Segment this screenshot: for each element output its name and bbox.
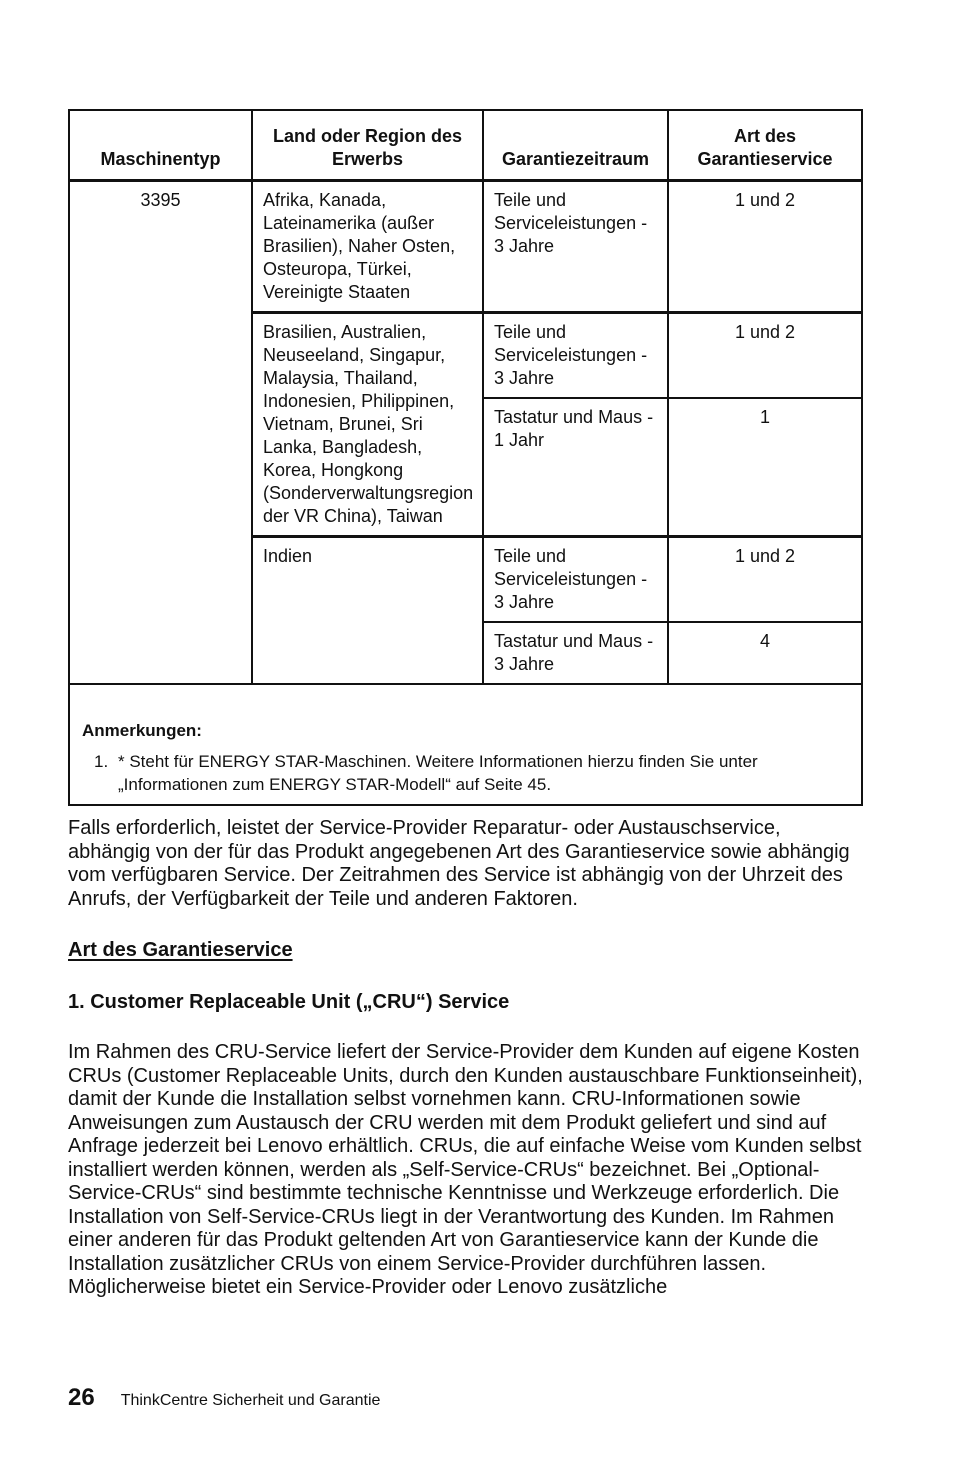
- header-service-type: Art des Garantieservice: [668, 110, 862, 181]
- service-type-cell: 4: [668, 622, 862, 684]
- service-type-cell: 1 und 2: [668, 313, 862, 399]
- service-type-cell: 1 und 2: [668, 537, 862, 623]
- note-item: [82, 750, 849, 796]
- note-number: 1.: [94, 752, 109, 771]
- table-header-row: [69, 110, 862, 181]
- service-paragraph: Falls erforderlich, leistet der Service-Provider Reparatur- oder Austauschservice, abhängig von der für das Produkt angegebenen Art des Garantieservice sowie abhängig vom verfügbaren Service. Der Zeitrahmen des Service ist abhängig von der Uhrzeit des Anrufs, der Verfügbarkeit der Teile und anderen Faktoren.: [68, 817, 850, 910]
- notes-row: [69, 684, 862, 805]
- notes-title: Anmerkungen:: [82, 721, 202, 740]
- service-type-cell: 1: [668, 398, 862, 537]
- footer-title: ThinkCentre Sicherheit und Garantie: [120, 1392, 381, 1409]
- period-cell: Teile und Serviceleistungen - 3 Jahre: [483, 313, 668, 399]
- page-number: 26: [68, 1384, 95, 1411]
- region-cell: Afrika, Kanada, Lateinamerika (außer Brasilien), Naher Osten, Osteuropa, Türkei, Vereinigte Staaten: [252, 181, 483, 313]
- header-warranty-period: Garantiezeitraum: [483, 110, 668, 181]
- period-cell: Teile und Serviceleistungen - 3 Jahre: [483, 537, 668, 623]
- notes-cell: [69, 684, 862, 805]
- period-cell: Teile und Serviceleistungen - 3 Jahre: [483, 181, 668, 313]
- period-cell: Tastatur und Maus - 1 Jahr: [483, 398, 668, 537]
- note-text: * Steht für ENERGY STAR-Maschinen. Weitere Informationen hierzu finden Sie unter „Informationen zum ENERGY STAR-Modell“ auf Seite 45.: [118, 752, 758, 794]
- service-type-cell: 1 und 2: [668, 181, 862, 313]
- machine-type-cell: 3395: [69, 181, 252, 685]
- table-row: [69, 181, 862, 313]
- header-machine-type: Maschinentyp: [69, 110, 252, 181]
- header-region: Land oder Region des Erwerbs: [252, 110, 483, 181]
- region-cell: Brasilien, Australien, Neuseeland, Singapur, Malaysia, Thailand, Indonesien, Philippinen, Vietnam, Brunei, Sri Lanka, Bangladesh, Korea, Hongkong (Sonderverwaltungsregion der VR China), Taiwan: [252, 313, 483, 537]
- period-cell: Tastatur und Maus - 3 Jahre: [483, 622, 668, 684]
- cru-paragraph: Im Rahmen des CRU-Service liefert der Service-Provider dem Kunden auf eigene Kosten CRUs (Customer Replaceable Units, durch den Kunden austauschbare Funktionseinheit), damit der Kunde die Installation selbst vornehmen kann. CRU-Informationen sowie Anweisungen zum Austausch der CRU werden mit dem Produkt geliefert und sind auf Anfrage jederzeit bei Lenovo erhältlich. CRUs, die auf einfache Weise vom Kunden selbst installiert werden können, werden als „Self-Service-CRUs“ bezeichnet. Bei „Optional-Service-CRUs“ sind bestimmte technische Kenntnisse und Werkzeuge erforderlich. Die Installation von Self-Service-CRUs liegt in der Verantwortung des Kunden. Im Rahmen einer anderen für das Produkt geltenden Art von Garantieservice kann der Kunde die Installation zusätzlicher CRUs von einem Service-Provider durchführen lassen. Möglicherweise bietet ein Service-Provider oder Lenovo zusätzliche: [68, 1041, 863, 1298]
- warranty-table: [68, 109, 863, 806]
- cru-subheading: 1. Customer Replaceable Unit („CRU“) Service: [68, 991, 510, 1013]
- section-heading: Art des Garantieservice: [68, 939, 293, 961]
- page-footer: [68, 1384, 380, 1412]
- region-cell: Indien: [252, 537, 483, 685]
